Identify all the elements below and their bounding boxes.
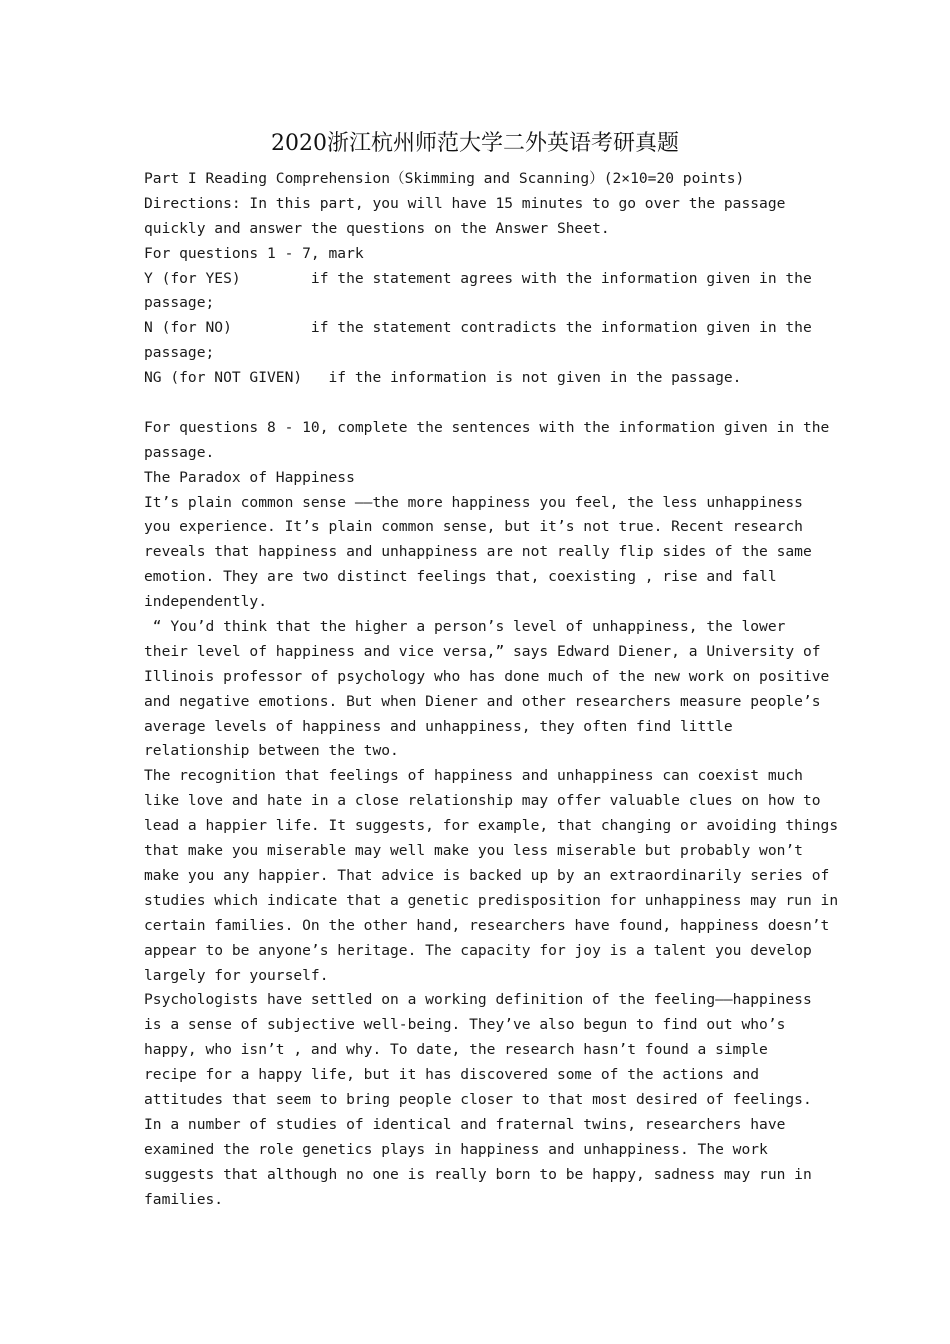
text-line: independently. (144, 593, 268, 611)
text-line: and negative emotions. But when Diener and other researchers measure people’s (144, 692, 821, 710)
text-line: make you any happier. That advice is backed up by an extraordinarily series of (144, 866, 830, 884)
text-line: families. (144, 1190, 224, 1208)
text-line: like love and hate in a close relationship may offer valuable clues on how to (144, 792, 821, 810)
text-line: you experience. It’s plain common sense, but it’s not true. Recent research (144, 518, 803, 536)
text-line: NG (for NOT GIVEN) if the information is not given in the passage. (144, 369, 742, 387)
text-line: “ You’d think that the higher a person’s level of unhappiness, the lower (144, 618, 786, 636)
text-line: appear to be anyone’s heritage. The capacity for joy is a talent you develop (144, 941, 812, 959)
text-line: For questions 1 - 7, mark (144, 244, 364, 262)
text-line: Directions: In this part, you will have 15 minutes to go over the passage (144, 194, 786, 212)
text-line: The recognition that feelings of happiness and unhappiness can coexist much (144, 767, 803, 785)
passage-title: The Paradox of Happiness (144, 468, 355, 486)
text-line: their level of happiness and vice versa,” says Edward Diener, a University of (144, 642, 821, 660)
text-line: emotion. They are two distinct feelings that, coexisting , rise and fall (144, 568, 777, 586)
text-line: In a number of studies of identical and fraternal twins, researchers have (144, 1115, 786, 1133)
text-line: reveals that happiness and unhappiness are not really flip sides of the same (144, 543, 812, 561)
text-line: For questions 8 - 10, complete the sentences with the information given in the (144, 418, 830, 436)
document-title: 2020浙江杭州师范大学二外英语考研真题 (271, 131, 679, 156)
text-line: Psychologists have settled on a working definition of the feeling——happiness (144, 991, 812, 1009)
document-body (144, 167, 839, 1212)
text-line: It’s plain common sense ——the more happiness you feel, the less unhappiness (144, 493, 803, 511)
text-line: examined the role genetics plays in happiness and unhappiness. The work (144, 1140, 768, 1158)
text-line: relationship between the two. (144, 742, 399, 760)
text-line: quickly and answer the questions on the Answer Sheet. (144, 219, 610, 237)
text-line: passage; (144, 294, 215, 312)
text-line: Part I Reading Comprehension（Skimming and Scanning）(2×10=20 points) (144, 170, 745, 187)
blank-line (144, 391, 824, 416)
text-line: is a sense of subjective well-being. They’ve also begun to find out who’s (144, 1016, 786, 1034)
text-line: attitudes that seem to bring people closer to that most desired of feelings. (144, 1090, 812, 1108)
text-line: happy, who isn’t , and why. To date, the research hasn’t found a simple (144, 1041, 768, 1059)
text-line: N (for NO) if the statement contradicts the information given in the (144, 319, 812, 337)
text-line: recipe for a happy life, but it has discovered some of the actions and (144, 1066, 760, 1084)
text-line: Illinois professor of psychology who has done much of the new work on positive (144, 667, 830, 685)
text-line: certain families. On the other hand, researchers have found, happiness doesn’t (144, 916, 830, 934)
text-line: that make you miserable may well make you less miserable but probably won’t (144, 842, 803, 860)
text-line: passage; (144, 344, 215, 362)
text-line: suggests that although no one is really born to be happy, sadness may run in (144, 1165, 812, 1183)
text-line: lead a happier life. It suggests, for example, that changing or avoiding things (144, 817, 839, 835)
text-line: studies which indicate that a genetic predisposition for unhappiness may run in (144, 891, 839, 909)
text-line: average levels of happiness and unhappiness, they often find little (144, 717, 733, 735)
text-line: largely for yourself. (144, 966, 329, 984)
text-line: passage. (144, 443, 215, 461)
text-line: Y (for YES) if the statement agrees with the information given in the (144, 269, 812, 287)
